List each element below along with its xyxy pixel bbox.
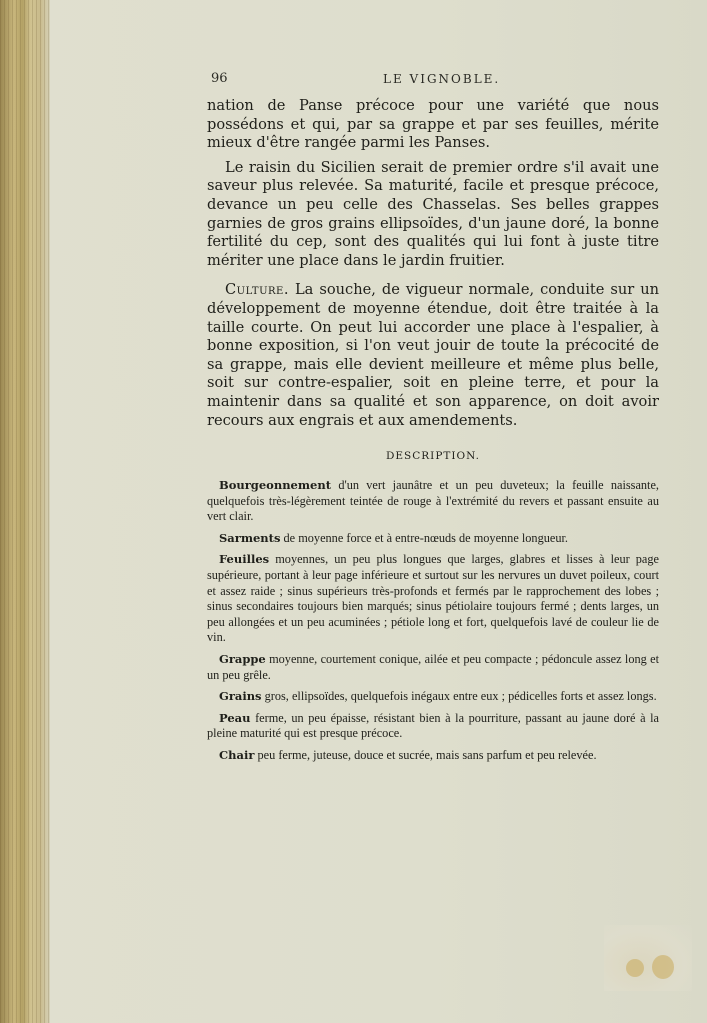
description-entry [207, 478, 659, 525]
paragraph-sicilien: Le raisin du Sicilien serait de premier ordre s'il avait une saveur plus relevée. Sa maturité, facile et presque précoce, devance un peu celle des Chasselas. Ses belles grappes garnies de gros grains ellipsoïdes, d'un jaune doré, la bonne fertilité du cep, sont des qualités qui lui font à juste titre mériter une place dans le jardin fruitier. [207, 158, 659, 269]
running-title: LE VIGNOBLE. [383, 72, 501, 86]
stain-spot [652, 955, 674, 979]
entry-term: Sarments [219, 530, 281, 545]
entry-text: peu ferme, juteuse, douce et sucrée, mais sans parfum et peu relevée. [257, 748, 597, 762]
culture-text: La souche, de vigueur normale, conduite sur un développement de moyenne étendue, doit être traitée à la taille courte. On peut lui accorder une place à l'espalier, à bonne exposition, si l'on veut jouir de toute la précocité de sa grappe, mais elle devient meilleure et même plus belle, soit sur contre-espalier, soit en pleine terre, et pour la maintenir dans sa qualité et son apparence, on doit avoir recours aux engrais et aux amendements. [207, 281, 659, 429]
description-entry [207, 748, 659, 764]
entry-term: Bourgeonnement [219, 478, 332, 493]
description-entry [207, 652, 659, 683]
entry-term: Chair [219, 748, 255, 762]
paragraph-continuation: nation de Panse précoce pour une variété que nous possédons et qui, par sa grappe et par ses feuilles, mérite mieux d'être rangée parmi les Panses. [207, 97, 659, 152]
entry-text: ferme, un peu épaisse, résistant bien à la pourriture, passant au jaune doré à la pleine maturité qui est presque précoce. [207, 710, 660, 741]
entry-text: moyennes, un peu plus longues que larges, glabres et lisses à leur page supérieure, portant à leur page inférieure et surtout sur les nervures un duvet poileux, court et assez raide ; sinus supérieurs très-profonds et fermés par le rapprochement des lobes ; sinus secondaires toujours bien marqués; sinus pétiolaire toujours fermé ; dents larges, un peu allongées et un peu acuminées ; pétiole long et fort, quelquefois lavé de couleur lie de vin. [207, 552, 659, 645]
page-body [207, 97, 659, 770]
description-title: DESCRIPTION. [385, 450, 481, 463]
entry-text: d'un vert jaunâtre et un peu duveteux; la feuille naissante, quelquefois très-légèrement teintée de rouge à l'extrémité du revers et passant ensuite au vert clair. [207, 478, 659, 524]
description-entry [207, 689, 659, 705]
entry-text: moyenne, courtement conique, ailée et peu compacte ; pédoncule assez long et un peu grêle. [207, 652, 659, 682]
entry-text: de moyenne force et à entre-nœuds de moyenne longueur. [283, 530, 568, 545]
entry-term: Peau [219, 710, 251, 725]
book-spine [0, 0, 50, 1023]
entry-term: Grappe [219, 652, 266, 667]
description-entry [207, 552, 659, 646]
page-number: 96 [211, 71, 228, 86]
entry-term: Feuilles [219, 552, 270, 567]
page-header [211, 71, 681, 91]
description-entry [207, 711, 659, 742]
entry-term: Grains [219, 689, 262, 704]
culture-label: Culture. [225, 281, 289, 299]
paragraph-culture [207, 281, 659, 430]
stain-spot [626, 959, 644, 977]
entry-text: gros, ellipsoïdes, quelquefois inégaux entre eux ; pédicelles forts et assez longs. [264, 689, 657, 704]
description-entry [207, 531, 659, 547]
page-stain [604, 925, 692, 991]
